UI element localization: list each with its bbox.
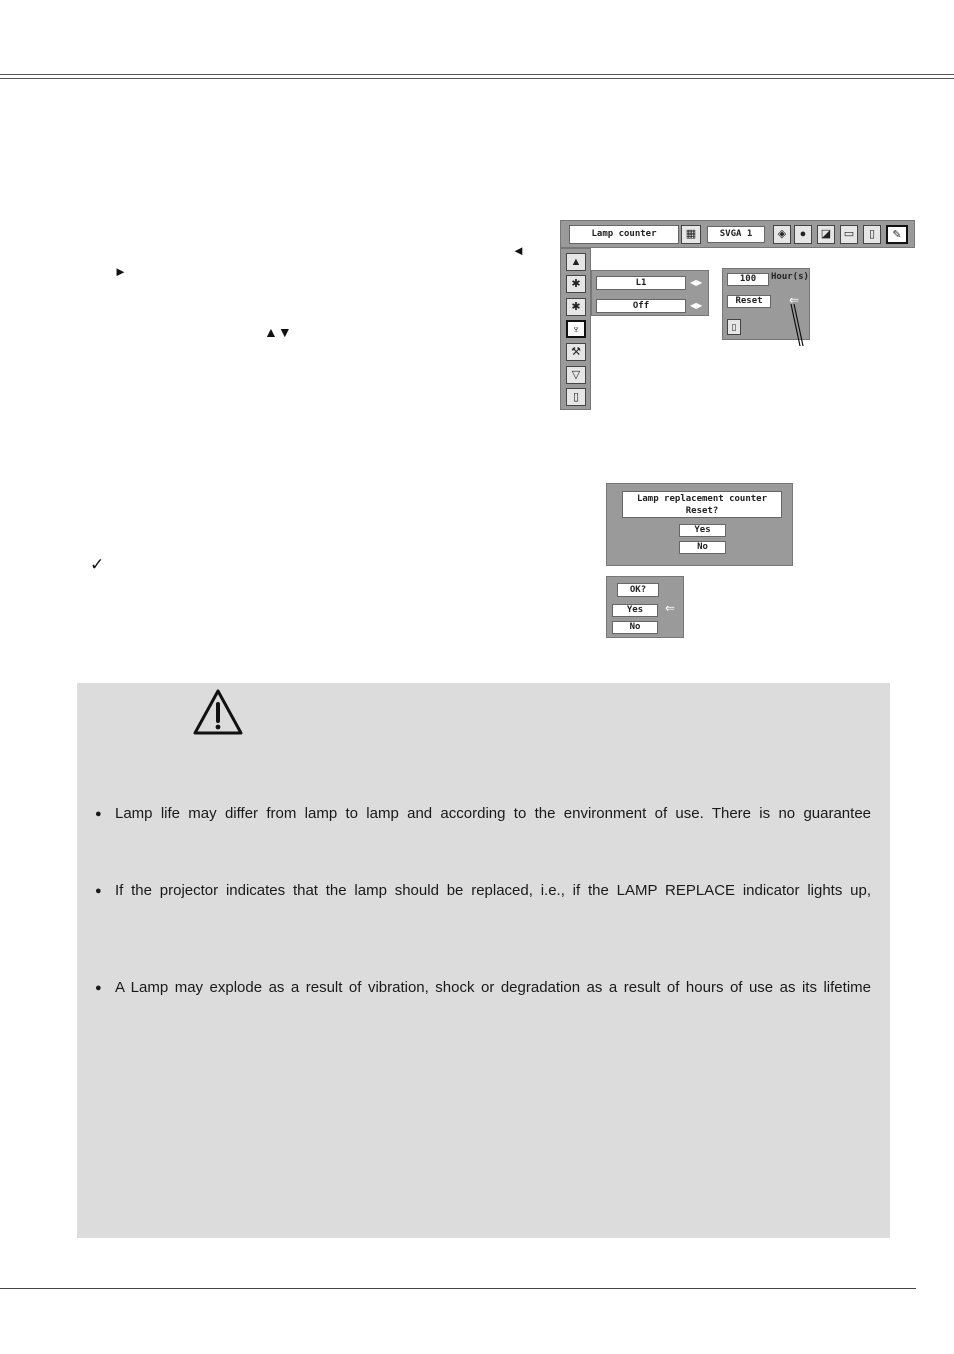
caution-bullet-text: If the projector indicates that the lamp should be replaced, i.e., if the LAMP REPLACE indicator lights up,	[115, 882, 871, 899]
header-rule-secondary	[0, 78, 954, 79]
caution-bullet-replace	[95, 881, 875, 901]
reset-confirm-dialog	[606, 483, 793, 566]
setting-icon[interactable]: ▯	[863, 225, 881, 244]
ok-yes-button[interactable]: Yes	[612, 604, 658, 617]
caution-bullet-text: Lamp life may differ from lamp to lamp and according to the environment of use. There is no guarantee	[115, 805, 871, 822]
exit-icon-small[interactable]: ▯	[727, 319, 741, 335]
exit-icon[interactable]: ▯	[566, 388, 586, 406]
down-arrow-icon[interactable]: ▽	[566, 366, 586, 384]
warning-triangle-icon	[192, 688, 244, 736]
confirm-no-button[interactable]: No	[679, 541, 726, 554]
left-right-arrows-icon[interactable]: ◀▶	[690, 278, 703, 287]
reset-button[interactable]: Reset	[727, 295, 771, 308]
ok-question: OK?	[617, 583, 659, 597]
confirm-yes-button[interactable]: Yes	[679, 524, 726, 537]
lamp-setting-field[interactable]: Off	[596, 299, 686, 313]
lamp-icon[interactable]: ♆	[566, 320, 586, 338]
lamp-counter-icon[interactable]: ✎	[886, 225, 908, 244]
computer-icon[interactable]: ◪	[817, 225, 835, 244]
bullet-dot: ●	[95, 885, 102, 897]
confirm-message-line1: Lamp replacement counter	[636, 494, 768, 504]
osd-submenu	[591, 270, 709, 316]
ok-no-button[interactable]: No	[612, 621, 658, 634]
pointer-arrow-icon-ok: ⇐	[665, 601, 676, 615]
osd-menu-bar	[560, 220, 915, 248]
check-mark-glyph: ✓	[90, 555, 105, 574]
right-arrow-glyph: ►	[114, 264, 127, 279]
bullet-dot: ●	[95, 808, 102, 820]
color-icon[interactable]: ●	[794, 225, 812, 244]
up-arrow-icon[interactable]: ▲	[566, 253, 586, 271]
left-arrow-glyph: ◄	[512, 243, 525, 258]
caution-bullet-explode	[95, 978, 875, 998]
callout-line	[788, 302, 808, 350]
caution-bullet-lamp-life	[95, 804, 875, 824]
pointer-arrow-icon: ⇐	[789, 293, 800, 307]
signal-indicator: SVGA 1	[707, 226, 765, 243]
caution-panel	[77, 683, 890, 1238]
up-down-arrow-glyph: ▲▼	[264, 324, 292, 340]
tool-icon[interactable]: ⚒	[566, 343, 586, 361]
menu-title: Lamp counter	[569, 225, 679, 244]
image-adjust-icon[interactable]: ▦	[681, 225, 701, 244]
fan-icon[interactable]: ✱	[566, 275, 586, 293]
fan-icon-secondary[interactable]: ✱	[566, 298, 586, 316]
footer-rule	[0, 1288, 916, 1289]
lamp-mode-field[interactable]: L1	[596, 276, 686, 290]
confirm-message	[622, 491, 782, 518]
left-right-arrows-icon-secondary[interactable]: ◀▶	[690, 301, 703, 310]
caution-bullet-text: A Lamp may explode as a result of vibration, shock or degradation as a result of hours of use as its lifetime	[115, 979, 871, 996]
ok-confirm-dialog	[606, 576, 684, 638]
screen-icon[interactable]: ▭	[840, 225, 858, 244]
header-rule	[0, 74, 954, 75]
lamp-hours-unit: Hour(s)	[771, 272, 809, 282]
osd-icon-column	[560, 248, 591, 410]
confirm-message-line2: Reset?	[685, 506, 719, 516]
bullet-dot: ●	[95, 982, 102, 994]
input-icon[interactable]: ◈	[773, 225, 791, 244]
lamp-hours-value: 100	[727, 273, 769, 286]
